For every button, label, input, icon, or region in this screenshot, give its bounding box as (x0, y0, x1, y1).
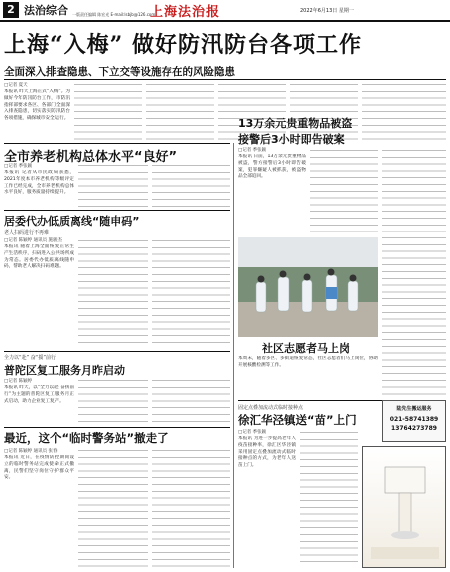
right2-kicker: 固定点叠加流动式临时接种点 (238, 405, 304, 411)
divider (4, 143, 230, 144)
ad-phone2: 13764273789 (391, 425, 437, 432)
article1-body-col2 (78, 165, 148, 207)
header-contact: 一版责任编辑 陈宏光 E-mail:lsbjb@126.com (72, 12, 156, 17)
article4-body-col1: 本报讯 近日，在疫情防控期间设立的临时警务站完成使命正式撤离，民警们坚守岗位守护群众平安。 (4, 455, 74, 481)
article3-headline: 普陀区复工服务月昨启动 (4, 364, 125, 377)
right2-headline: 徐汇华泾镇送“苗”上门 (238, 413, 357, 427)
issue-date: 2022年6月13日 星期一 (300, 8, 354, 14)
lead-subheadline: 全面深入排查隐患、下立交等设施存在的风险隐患 (4, 66, 235, 78)
right1-headline-line2: 接警后3小时即告破案 (238, 133, 345, 146)
article1-byline: □记者 季张颖 (4, 164, 33, 169)
lead-byline: □记者 夏天 (4, 83, 28, 88)
right1-byline: □记者 季张颖 (238, 148, 267, 153)
lead-body-col6 (362, 84, 446, 140)
lead-body-col1: 本报讯 昨天上海正式“入梅”。为做好今年防汛防台工作，市防汛指挥部要求各区、各部门全面深入排查隐患，切实落实防汛防台各项措施，确保城市安全运行。 (4, 89, 70, 122)
article2-body-col1: 本报讯 随着上海全面恢复正常生产生活秩序，扫码进入公共场所成为常态。居委代办低质离线随申码，帮助老人解决扫码难题。 (4, 244, 74, 270)
article3-body-col3 (152, 380, 230, 424)
right-narrow-body (382, 237, 446, 397)
article2-body-col2 (78, 240, 148, 348)
right1-headline-line1: 13万余元贵重物品被盗 (238, 117, 353, 130)
article3-kicker: 全力以“赴” 奋“援”前行 (4, 355, 56, 361)
sink-illustration (363, 447, 447, 569)
article4-headline: 最近，这个“临时警务站”撤走了 (4, 431, 169, 445)
photo-caption: 本周末，随着多区、多街道恢复常态，社区志愿者们马上岗位，协助开展核酸检测等工作。 (238, 356, 378, 368)
ad-phone1: 021-58741389 (389, 416, 439, 423)
lead-headline: 上海“入梅” 做好防汛防台各项工作 (4, 32, 362, 58)
divider (4, 210, 230, 211)
article3-body-col2 (78, 380, 148, 424)
lead-body-col2 (74, 84, 142, 140)
right2-body-col1: 本报讯 为进一步提高老年人疫苗接种率，徐汇区华泾镇采用固定点叠加流动式临时接种点的方式，为老年人送苗上门。 (238, 436, 296, 469)
article2-byline: □记者 陈颖婷 通讯员 施骏杰 (4, 238, 63, 243)
article4-body-col2 (78, 450, 148, 568)
article4-body-col3 (152, 450, 230, 568)
article4-byline: □记者 陈颖婷 通讯员 张春 (4, 449, 58, 454)
advertisement-image (362, 446, 446, 568)
article3-body-col1: 本报讯 昨天，以“全力以赴 奋援前行”为主题的普陀区复工服务月正式启动，助力企业复工复产。 (4, 385, 74, 404)
photo-caption-title: 社区志愿者马上岗 (262, 342, 350, 355)
classified-ad (382, 400, 446, 442)
right2-body-col2 (300, 432, 358, 568)
article2-subheadline: 老人扫码进行不再难 (4, 230, 50, 236)
right2-byline: □记者 季张颖 (238, 430, 267, 435)
volunteers-photo-illustration (238, 237, 378, 337)
right1-body-col3 (382, 150, 446, 232)
paper-logo: 上海法治报 (150, 5, 221, 20)
article1-body-col1: 本报讯 记者从市民政局获悉，2021年度本市养老机构等级评定工作已经完成，全市养老机构总体水平良好，服务质量持续提升。 (4, 170, 74, 196)
divider (4, 427, 230, 428)
section-name: 法治综合 (24, 4, 68, 17)
ad-title: 陆先生搬运服务 (396, 406, 432, 412)
article2-body-col3 (152, 240, 230, 348)
article3-byline: □记者 陈颖婷 (4, 379, 33, 384)
divider (4, 351, 230, 352)
right1-body-col1: 本报讯 日前，13万余元贵重物品被盗，警方接警后3小时即告破案，犯罪嫌疑人被抓获，被盗物品全部追回。 (238, 154, 306, 180)
column-divider (233, 143, 234, 568)
news-photo (238, 237, 378, 337)
divider (4, 79, 446, 80)
right1-body-col2 (310, 150, 378, 232)
page-number: 2 (3, 2, 19, 18)
article1-headline: 全市养老机构总体水平“良好” (4, 150, 178, 165)
article2-headline: 居委代办低质离线“随申码” (4, 215, 140, 228)
lead-body-col3 (146, 84, 214, 140)
article1-body-col3 (152, 165, 230, 207)
